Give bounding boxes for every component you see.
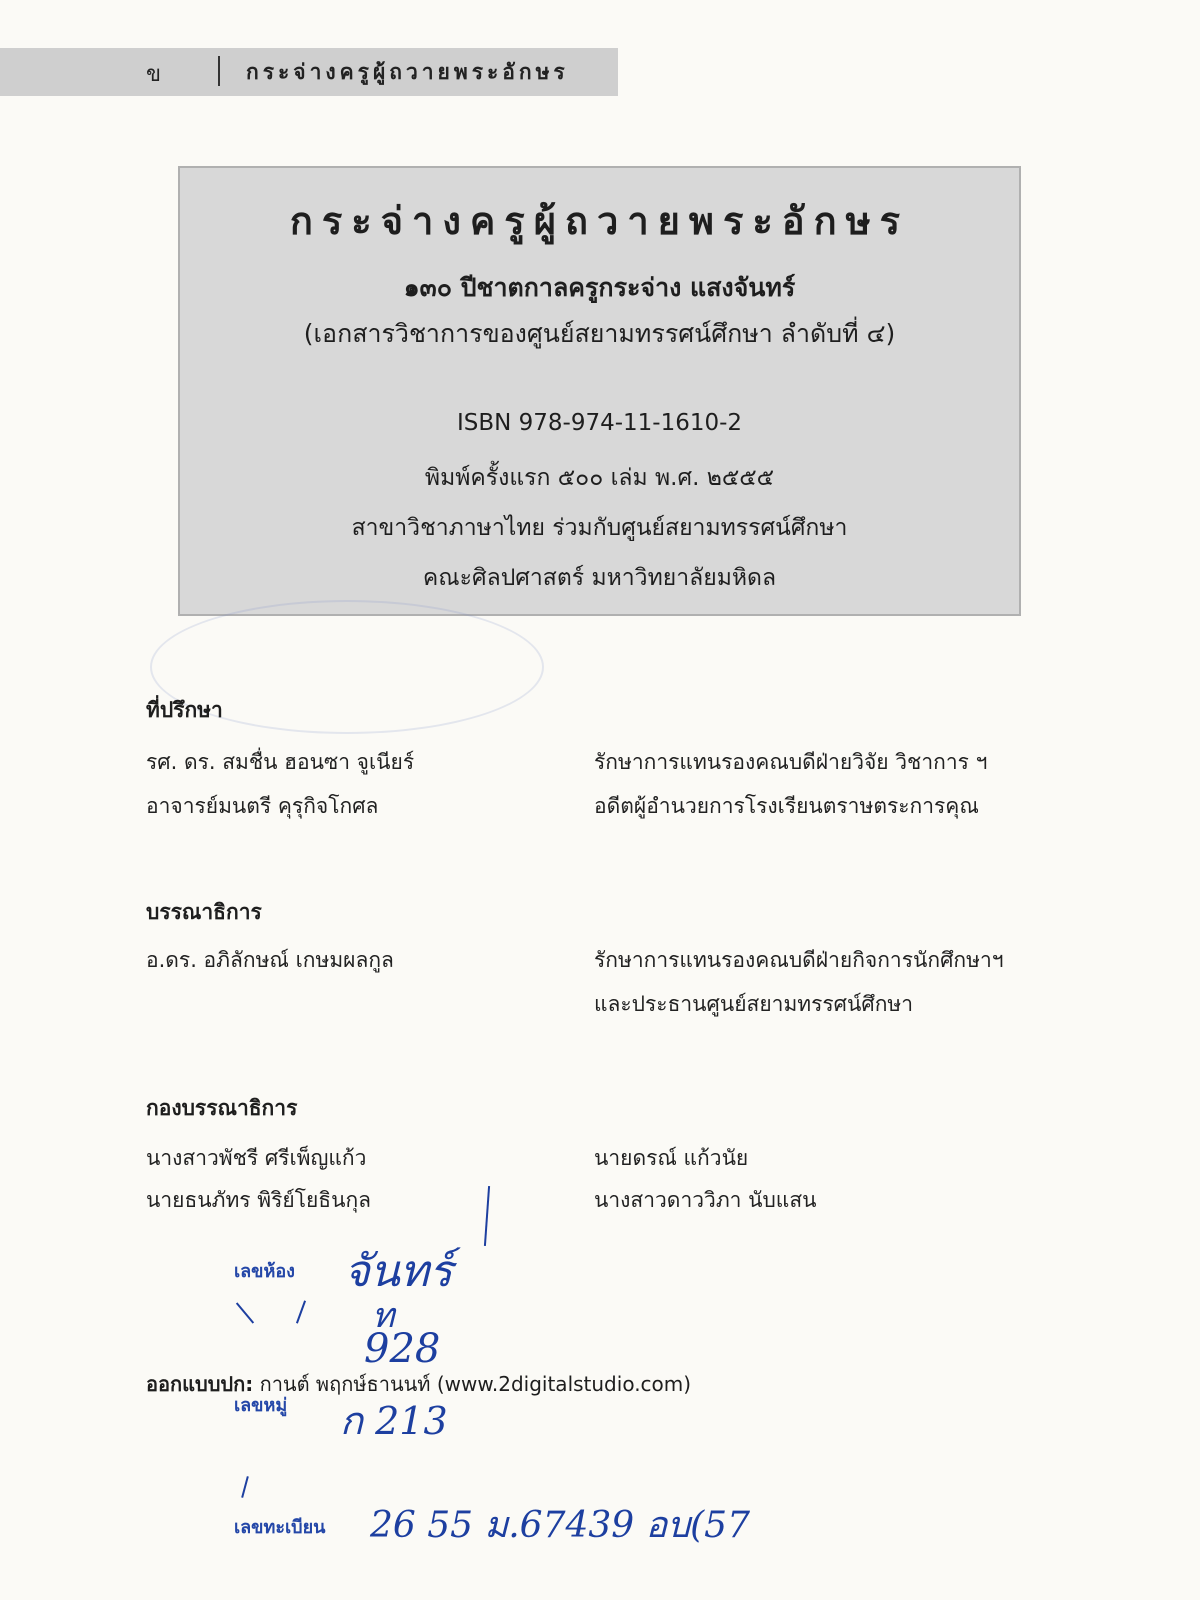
advisor-role: รักษาการแทนรองคณบดีฝ่ายวิจัย วิชาการ ฯ: [594, 750, 988, 774]
editor-role: รักษาการแทนรองคณบดีฝ่ายกิจการนักศึกษาฯ: [594, 948, 1004, 972]
isbn: ISBN 978-974-11-1610-2: [456, 410, 743, 436]
room-number-label: เลขห้อง: [234, 1261, 295, 1282]
board-member: นางสาวดาววิภา นับแสน: [594, 1188, 817, 1212]
header-divider: [218, 56, 220, 86]
board-member: นายดรณ์ แก้วนัย: [594, 1146, 749, 1170]
handwritten-letter: ท: [372, 1296, 395, 1336]
publisher-line-1: สาขาวิชาภาษาไทย ร่วมกับศูนย์สยามทรรศน์ศึกษา: [351, 515, 848, 541]
handwritten-group: ก 213: [340, 1399, 448, 1443]
pen-mark: [296, 1300, 306, 1323]
advisor-name: รศ. ดร. สมชื่น ฮอนซา จูเนียร์: [146, 750, 415, 774]
editorial-board-heading: กองบรรณาธิการ: [146, 1096, 298, 1120]
book-subtitle: ๑๓๐ ปีชาตกาลครูกระจ่าง แสงจันทร์: [403, 273, 796, 302]
cover-design-value: กานต์ พฤกษ์ธานนท์ (www.2digitalstudio.com): [259, 1372, 692, 1396]
advisor-name: อาจารย์มนตรี คุรุกิจโกศล: [146, 794, 379, 818]
board-member: นายธนภัทร พิริย์โยธินกุล: [146, 1188, 372, 1212]
group-number-label: เลขหมู่: [234, 1395, 288, 1416]
printing-info: พิมพ์ครั้งแรก ๕๐๐ เล่ม พ.ศ. ๒๕๕๕: [424, 465, 775, 491]
handwritten-room: จันทร์: [344, 1246, 453, 1297]
book-series: (เอกสารวิชาการของศูนย์สยามทรรศน์ศึกษา ลำดับที่ ๔): [303, 319, 896, 348]
handwritten-register: 26 55 ม.67439 อบ(57: [370, 1505, 750, 1546]
register-number-label: เลขทะเบียน: [234, 1517, 326, 1538]
editor-heading: บรรณาธิการ: [146, 900, 262, 924]
editor-role: และประธานศูนย์สยามทรรศน์ศึกษา: [594, 992, 914, 1016]
advisor-role: อดีตผู้อำนวยการโรงเรียนตราษตระการคุณ: [594, 794, 979, 818]
pen-mark: [241, 1476, 249, 1498]
running-title: กระจ่างครูผู้ถวายพระอักษร: [246, 60, 569, 84]
book-title: กระจ่างครูผู้ถวายพระอักษร: [289, 199, 910, 243]
title-info-box: [178, 166, 1021, 616]
pen-mark: [236, 1302, 254, 1323]
publisher-line-2: คณะศิลปศาสตร์ มหาวิทยาลัยมหิดล: [422, 565, 777, 591]
cover-design-label: ออกแบบปก:: [146, 1372, 254, 1396]
page-label: ข: [146, 62, 162, 87]
advisors-heading: ที่ปรึกษา: [146, 698, 223, 722]
pen-mark: [484, 1186, 490, 1246]
editor-name: อ.ดร. อภิลักษณ์ เกษมผลกูล: [146, 948, 394, 972]
board-member: นางสาวพัชรี ศรีเพ็ญแก้ว: [146, 1146, 367, 1170]
handwritten-class: 928: [364, 1326, 441, 1372]
